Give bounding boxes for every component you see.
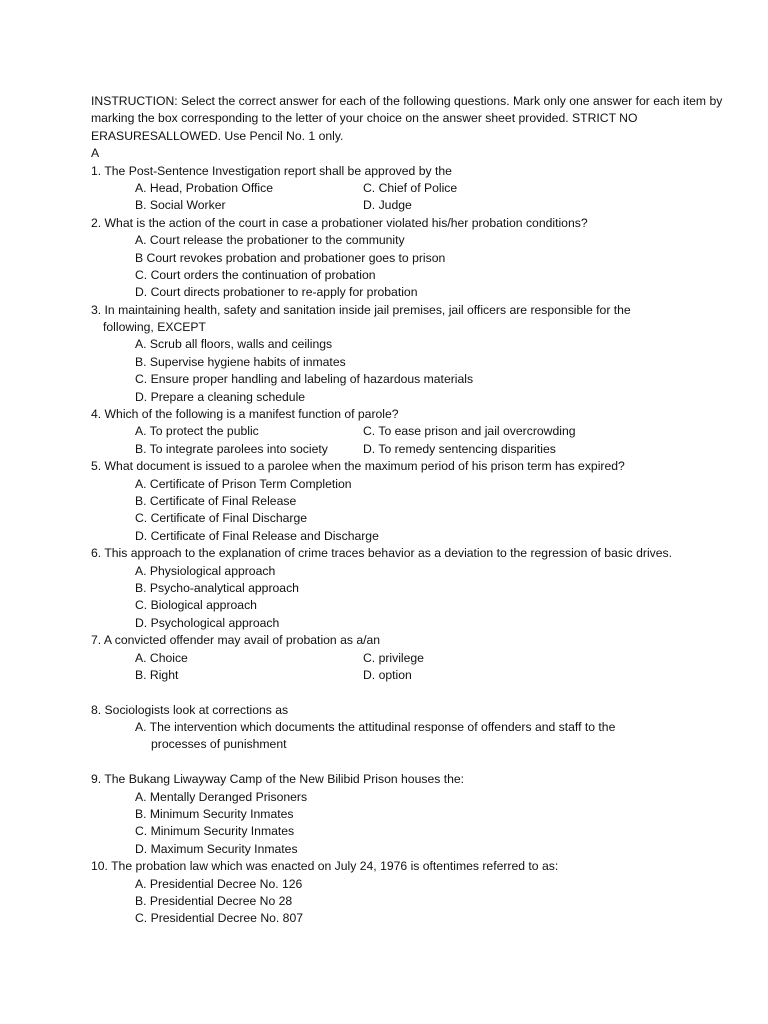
question-8: 8. Sociologists look at corrections as xyxy=(91,702,289,717)
q9-option-c: C. Minimum Security Inmates xyxy=(135,824,295,839)
q4-option-c: C. To ease prison and jail overcrowding xyxy=(363,424,576,439)
question-4: 4. Which of the following is a manifest function of parole? xyxy=(91,407,399,422)
q4-option-d: D. To remedy sentencing disparities xyxy=(363,441,556,456)
q7-option-b: B. Right xyxy=(135,667,179,682)
q3-option-c: C. Ensure proper handling and labeling of hazardous materials xyxy=(135,372,474,387)
q10-option-b: B. Presidential Decree No 28 xyxy=(135,893,293,908)
spacer xyxy=(91,754,751,771)
q9-option-b: B. Minimum Security Inmates xyxy=(135,807,294,822)
question-4-options-row-2 xyxy=(91,441,751,458)
q5-option-c: C. Certificate of Final Discharge xyxy=(135,511,308,526)
exam-content xyxy=(91,93,751,928)
q2-option-a: A. Court release the probationer to the community xyxy=(135,233,405,248)
question-3: 3. In maintaining health, safety and sanitation inside jail premises, jail officers are responsible for the xyxy=(91,302,631,317)
q9-option-a: A. Mentally Deranged Prisoners xyxy=(135,789,308,804)
q1-option-d: D. Judge xyxy=(363,198,412,213)
q5-option-b: B. Certificate of Final Release xyxy=(135,493,297,508)
q5-option-a: A. Certificate of Prison Term Completion xyxy=(135,476,352,491)
question-4-options-row-1 xyxy=(91,423,751,440)
question-1: 1. The Post-Sentence Investigation report shall be approved by the xyxy=(91,163,452,178)
q6-option-d: D. Psychological approach xyxy=(135,615,280,630)
q1-option-a: A. Head, Probation Office xyxy=(135,180,273,195)
q7-option-d: D. option xyxy=(363,667,412,682)
question-9: 9. The Bukang Liwayway Camp of the New Bilibid Prison houses the: xyxy=(91,772,465,787)
question-1-options-row-2 xyxy=(91,197,751,214)
question-7: 7. A convicted offender may avail of probation as a/an xyxy=(91,633,381,648)
q2-option-c: C. Court orders the continuation of probation xyxy=(135,267,376,282)
q4-option-a: A. To protect the public xyxy=(135,424,259,439)
question-6: 6. This approach to the explanation of crime traces behavior as a deviation to the regression of basic drives. xyxy=(91,546,673,561)
q4-option-b: B. To integrate parolees into society xyxy=(135,441,328,456)
q2-option-d: D. Court directs probationer to re-apply for probation xyxy=(135,285,418,300)
q3-option-d: D. Prepare a cleaning schedule xyxy=(135,389,306,404)
q10-option-a: A. Presidential Decree No. 126 xyxy=(135,876,303,891)
q1-option-c: C. Chief of Police xyxy=(363,180,458,195)
q9-option-d: D. Maximum Security Inmates xyxy=(135,841,298,856)
question-10: 10. The probation law which was enacted on July 24, 1976 is oftentimes referred to as: xyxy=(91,859,559,874)
q7-option-c: C. privilege xyxy=(363,650,424,665)
instruction-line-2: marking the box corresponding to the letter of your choice on the answer sheet provided. STRICT NO xyxy=(91,111,638,126)
question-5: 5. What document is issued to a parolee when the maximum period of his prison term has expired? xyxy=(91,459,625,474)
question-3-continued: following, EXCEPT xyxy=(103,320,206,335)
q8-option-a-continued: processes of punishment xyxy=(151,737,287,752)
section-label: A xyxy=(91,146,100,161)
q2-option-b: B Court revokes probation and probationer goes to prison xyxy=(135,250,446,265)
question-1-options-row-1 xyxy=(91,180,751,197)
q6-option-b: B. Psycho-analytical approach xyxy=(135,580,299,595)
question-7-options-row-1 xyxy=(91,650,751,667)
q6-option-c: C. Biological approach xyxy=(135,598,257,613)
q10-option-c: C. Presidential Decree No. 807 xyxy=(135,911,304,926)
instruction-line-1: INSTRUCTION: Select the correct answer for each of the following questions. Mark only one answer for each item by xyxy=(91,94,723,108)
q3-option-b: B. Supervise hygiene habits of inmates xyxy=(135,354,346,369)
question-7-options-row-2 xyxy=(91,667,751,684)
q7-option-a: A. Choice xyxy=(135,650,188,665)
q1-option-b: B. Social Worker xyxy=(135,198,226,213)
q3-option-a: A. Scrub all floors, walls and ceilings xyxy=(135,337,333,352)
question-2: 2. What is the action of the court in case a probationer violated his/her probation conditions? xyxy=(91,215,588,230)
q5-option-d: D. Certificate of Final Release and Discharge xyxy=(135,528,379,543)
q8-option-a: A. The intervention which documents the attitudinal response of offenders and staff to the xyxy=(135,720,616,735)
q6-option-a: A. Physiological approach xyxy=(135,563,276,578)
spacer xyxy=(91,684,751,701)
instruction-line-3: ERASURESALLOWED. Use Pencil No. 1 only. xyxy=(91,128,344,143)
